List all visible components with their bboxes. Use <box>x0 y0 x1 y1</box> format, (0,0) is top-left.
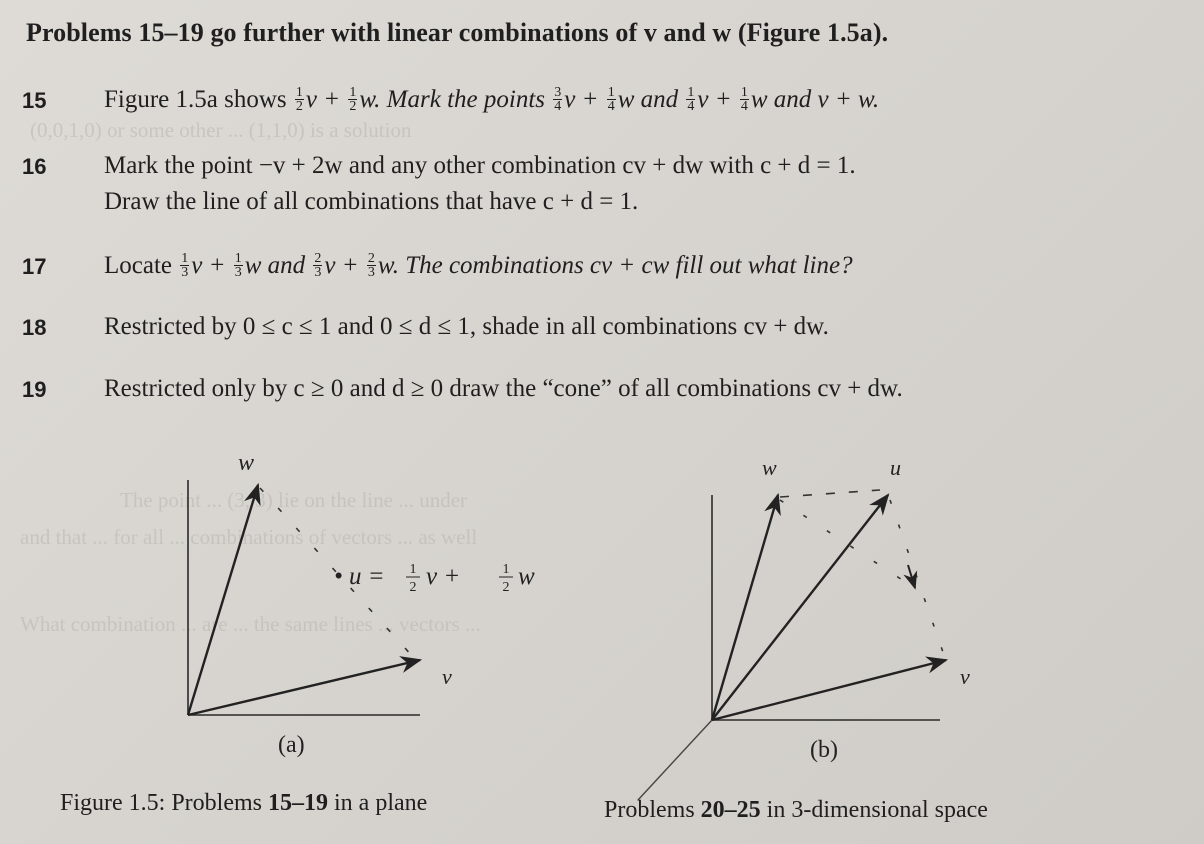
sub-label-b: (b) <box>810 737 838 763</box>
vector-v-arrow <box>188 660 420 715</box>
label-w: w <box>238 450 255 476</box>
fraction: $\frac{2}{3}$ <box>314 250 322 280</box>
dashed-line-w-to-v <box>780 500 910 585</box>
bleed-through-text: The point ... (3, 3) lie on the line ... under <box>120 488 468 512</box>
svg-text:2: 2 <box>409 580 417 595</box>
svg-text:2: 2 <box>502 580 510 595</box>
problem-number: 15 <box>22 88 47 113</box>
label-w: w <box>762 455 777 480</box>
problem-text: Restricted only by c ≥ 0 and d ≥ 0 draw the “cone” of all combinations cv + dw. <box>104 375 903 402</box>
problem-number: 18 <box>22 315 47 340</box>
sub-label-a: (a) <box>278 732 305 758</box>
vector-w-arrow <box>188 485 258 715</box>
dashed-line-w-to-u <box>780 490 880 497</box>
svg-text:v +: v + <box>426 563 461 590</box>
label-v: v <box>960 664 970 689</box>
bleed-through-text: (0,0,1,0) or some other ... (1,1,0) is a solution <box>30 118 412 142</box>
label-u-equation <box>334 562 535 595</box>
fraction: $\frac{1}{4}$ <box>607 84 615 114</box>
caption-left: Figure 1.5: Problems 15–19 in a plane <box>60 790 428 816</box>
problem-number: 19 <box>22 377 47 402</box>
problem-text-line2: Draw the line of all combinations that have c + d = 1. <box>104 188 639 215</box>
fraction: $\frac{1}{2}$ <box>349 84 357 114</box>
dashed-arrow-tip <box>908 565 915 588</box>
axis-depth <box>638 720 712 800</box>
fraction: $\frac{1}{2}$ <box>295 84 303 114</box>
problem-text: Locate $\frac{1}{3}$ v + $\frac{1}{3}$ w and $\frac{2}{3}$ v + $\frac{2}{3}$ w. The combinations cv + cw fill out what line? <box>104 250 853 280</box>
problem-number: 17 <box>22 254 47 279</box>
bleed-through-text: What combination ... are ... the same lines ... vectors ... <box>20 612 481 636</box>
fraction: $\frac{2}{3}$ <box>367 250 375 280</box>
vector-u-arrow <box>712 495 888 720</box>
vector-w-arrow <box>712 495 778 720</box>
svg-text:1: 1 <box>409 562 417 577</box>
vector-v-arrow <box>712 660 946 720</box>
fraction: $\frac{1}{4}$ <box>687 84 695 114</box>
fraction: $\frac{1}{3}$ <box>181 250 189 280</box>
caption-right: Problems 20–25 in 3-dimensional space <box>604 797 988 823</box>
section-heading: Problems 15–19 go further with linear combinations of v and w (Figure 1.5a). <box>26 18 889 47</box>
label-v: v <box>442 664 452 689</box>
problem-text: Restricted by 0 ≤ c ≤ 1 and 0 ≤ d ≤ 1, shade in all combinations cv + dw. <box>104 313 829 340</box>
problem-number: 16 <box>22 154 47 179</box>
fraction: $\frac{1}{4}$ <box>740 84 748 114</box>
svg-text:w: w <box>518 563 535 590</box>
bleed-through-text: and that ... for all ... combinations of vectors ... as well <box>20 525 478 549</box>
svg-text:• u =: • u = <box>334 563 385 590</box>
svg-text:1: 1 <box>502 562 510 577</box>
figure-a <box>188 450 535 758</box>
problem-text: Figure 1.5a shows $\frac{1}{2}$ v + $\frac{1}{2}$ w. Mark the points $\frac{3}{4}$ v + $\frac{1}{4}$ w and $\frac{1}{4}$ v + $\frac{1}{4}$ w and v + w. <box>104 84 880 114</box>
fraction: $\frac{1}{3}$ <box>234 250 242 280</box>
label-u: u <box>890 455 901 480</box>
fraction: $\frac{3}{4}$ <box>554 84 562 114</box>
figure-b <box>638 455 970 800</box>
problem-text: Mark the point −v + 2w and any other combination cv + dw with c + d = 1. <box>104 152 856 179</box>
